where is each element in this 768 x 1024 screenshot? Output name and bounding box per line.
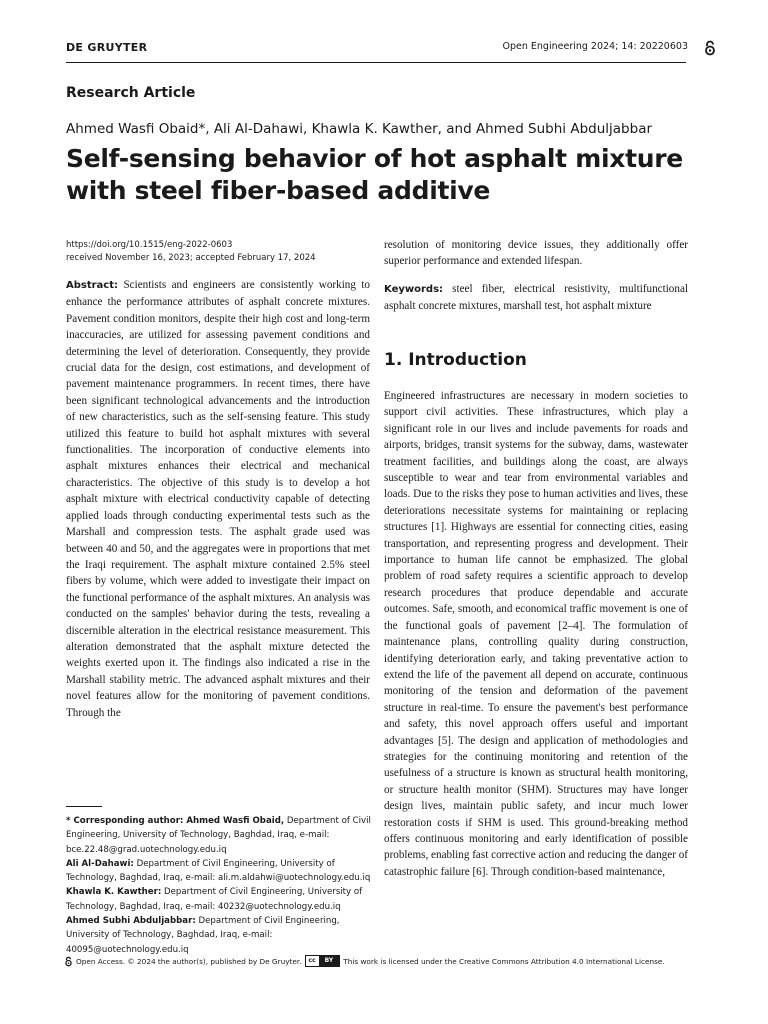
author-footnotes bbox=[66, 814, 372, 957]
author-list: Ahmed Wasfi Obaid*, Ali Al-Dahawi, Khawla K. Kawther, and Ahmed Subhi Abduljabbar bbox=[66, 121, 653, 137]
cc-by-license-badge[interactable] bbox=[305, 955, 341, 967]
footnote-divider bbox=[66, 806, 102, 807]
journal-citation: Open Engineering 2024; 14: 20220603 bbox=[502, 41, 688, 52]
cc-badge-left: cc bbox=[306, 956, 319, 966]
publisher-name: DE GRUYTER bbox=[66, 41, 148, 54]
header-divider bbox=[66, 62, 686, 63]
cc-badge-right: BY bbox=[319, 956, 340, 966]
keywords-block bbox=[384, 281, 688, 315]
footnote-corresponding-author: * Corresponding author: Ahmed Wasfi Obaid, Department of Civil Engineering, University of Technology, Baghdad, Iraq, e-mail: bce.22.48@grad.uotechnology.edu.iq bbox=[66, 816, 371, 855]
article-title: Self-sensing behavior of hot asphalt mixture with steel fiber-based additive bbox=[66, 144, 683, 205]
license-footer bbox=[64, 955, 665, 967]
open-access-icon bbox=[703, 40, 717, 56]
keywords-text: steel fiber, electrical resistivity, multifunctional asphalt concrete mixtures, marshall test, hot asphalt mixture bbox=[384, 283, 688, 313]
license-statement: This work is licensed under the Creative Commons Attribution 4.0 International License. bbox=[343, 956, 665, 966]
received-accepted-dates: received November 16, 2023; accepted February 17, 2024 bbox=[66, 253, 316, 263]
footnote-author-3: Khawla K. Kawther: Department of Civil Engineering, University of Technology, Baghdad, Iraq, e-mail: 40232@uotechnology.edu.iq bbox=[66, 887, 363, 912]
footnote-author-2: Ali Al-Dahawi: Department of Civil Engineering, University of Technology, Baghdad, Iraq, e-mail: ali.m.aldahwi@uotechnology.edu.iq bbox=[66, 858, 371, 884]
introduction-heading: 1. Introduction bbox=[384, 350, 527, 370]
keywords-label: Keywords: bbox=[384, 284, 444, 295]
abstract-label: Abstract: bbox=[66, 280, 119, 291]
abstract-block bbox=[66, 277, 370, 721]
abstract-continuation: resolution of monitoring device issues, they additionally offer superior performance and extended lifespan. bbox=[384, 239, 688, 268]
open-access-icon bbox=[64, 956, 73, 967]
abstract-text: Scientists and engineers are consistently working to enhance the performance attributes of asphalt concrete mixtures. Pavement condition monitors, despite their high cost and long-term inaccuracies, are utilized for assessing pavement conditions and determining the level of deterioration. Consequently, they provide crucial data for the design, cost estimations, and development of pavement maintenance programmers. In recent times, there have been significant technological advancements and the introduction of new characteristics, such as the self-sensing feature. This study utilized this feature to build hot asphalt mixtures with several functionalities. The incorporation of conductive elements into asphalt mixtures enhances their electrical and mechanical characteristics. The objective of this study is to develop a hot asphalt mixture with electrical conductivity capable of detecting applied loads through conducting experimental tests such as the Marshall and compression tests. The asphalt grade used was between 40 and 50, and the aggregates were in proportions that met the Iraqi requirement. The asphalt mixture contained 2.5% steel fibers by volume, which were added to investigate their impact on the functional performance of the asphalt mixtures. An analysis was conducted on the samples' behavior during the tests, revealing a discernible alteration in the electrical resistance measurement. This alteration demonstrated that the asphalt mixture detected the weights exerted upon it. The findings also indicated a rise in the Marshall stability metric. The advanced asphalt mixtures and their novel features allow for the monitoring of pavement conditions. Through the bbox=[66, 279, 370, 719]
doi-link[interactable]: https://doi.org/10.1515/eng-2022-0603 bbox=[66, 240, 233, 250]
footnote-author-4: Ahmed Subhi Abduljabbar: Department of Civil Engineering, University of Technology, Baghdad, Iraq, e-mail: 40095@uotechnology.edu.iq bbox=[66, 916, 340, 955]
introduction-text: Engineered infrastructures are necessary in modern societies to support civil activities. These infrastructures, which play a significant role in our lives and include pavements for roads and airports, bridges, transit systems for the subway, dams, wastewater treatment facilities, and buildings along the coast, are always susceptible to wear and tear from environmental variables and loads. Due to the risks they pose to human activities and lives, these deteriorations necessitate systems for maintaining or replacing structures [1]. Highways are essential for connecting cities, easing transportation, and representing progress and development. Their importance to human life cannot be emphasized. The global problem of road safety requires a scientific approach to develop research procedures that produce dependable and accurate outcomes. Safe, smooth, and economical traffic movement is one of the functional goals of pavement [2–4]. The formulation of maintenance plans, controlling quality during construction, identifying deterioration early, and taking preventative action to extend the life of the pavement all depend on accurate, continuous monitoring of the tension and deformation of the pavement structure in real-time. To ensure the pavement's best performance and safety, this novel approach offers useful and important advantages [5]. The design and application of methodologies and strategies for the continuing monitoring and retention of the usefulness of a structure is known as structural health monitoring, or structure health monitor (SHM). Structures may have longer design lives, maintain public safety, and incur much lower restoration costs if SHM is used. This ground-breaking method offers continuous monitoring and early identification of possible problems, enabling fast corrective action and reducing the danger of catastrophic failure [6]. Through condition-based maintenance, bbox=[384, 390, 688, 878]
article-type: Research Article bbox=[66, 85, 196, 101]
open-access-statement: Open Access. © 2024 the author(s), published by De Gruyter. bbox=[76, 956, 302, 966]
